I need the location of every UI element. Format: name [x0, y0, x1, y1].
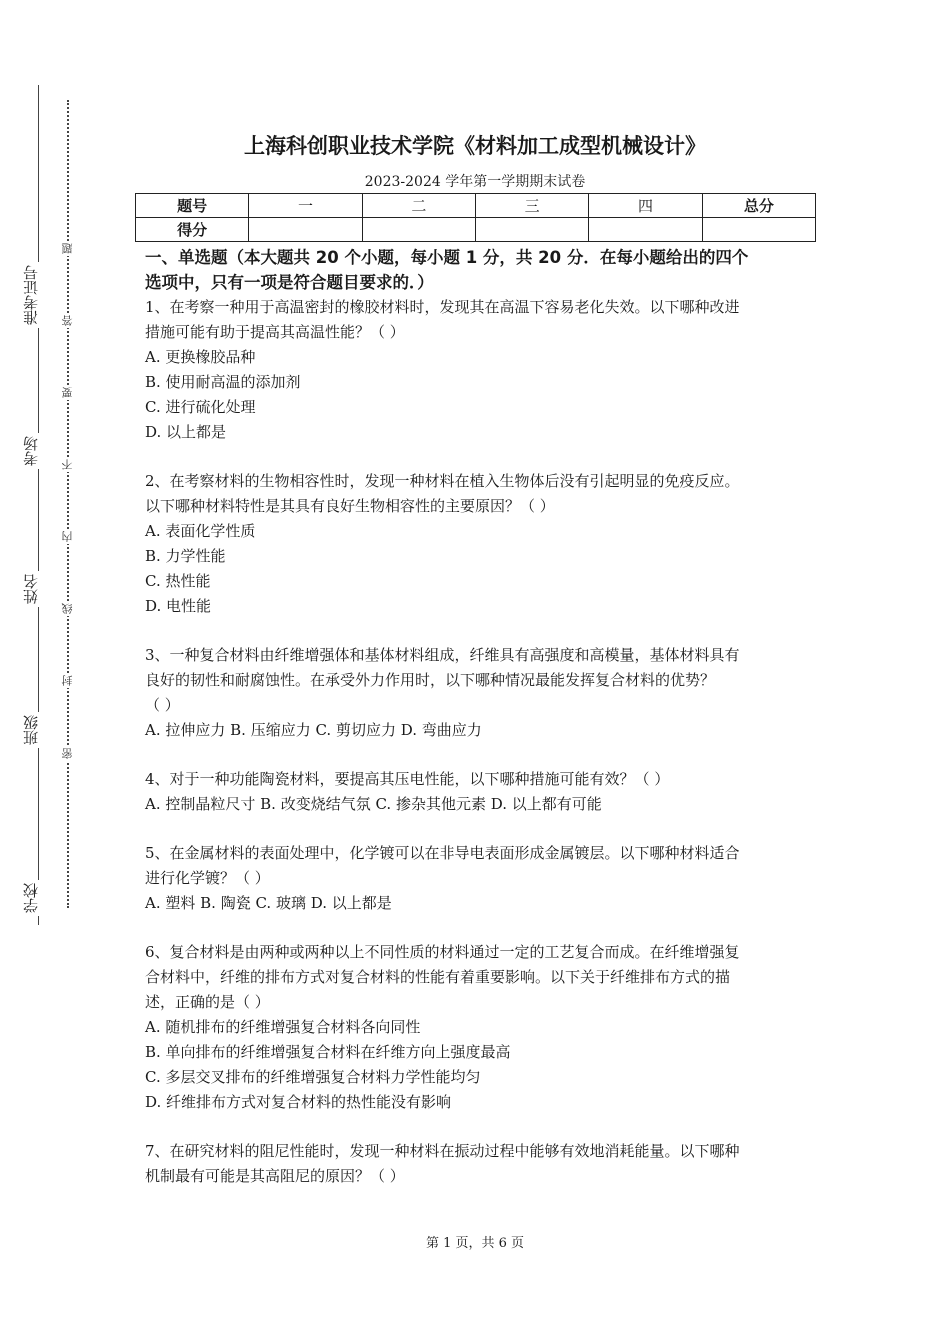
- page-footer: 第 1 页，共 6 页: [425, 1236, 525, 1251]
- question-stem-line: 7、在研究材料的阻尼性能时，发现一种材料在振动过程中能够有效地消耗能量。以下哪种: [145, 1142, 740, 1160]
- question-stem-line: 6、复合材料是由两种或两种以上不同性质的材料通过一定的工艺复合而成。在纤维增强复: [145, 943, 740, 961]
- question-list: [145, 295, 810, 1189]
- question-option: C. 多层交叉排布的纤维增强复合材料力学性能均匀: [145, 1068, 481, 1086]
- question-block: [145, 767, 810, 817]
- question-option: A. 拉伸应力 B. 压缩应力 C. 剪切应力 D. 弯曲应力: [145, 721, 482, 739]
- question-stem-line: 述，正确的是（ ）: [145, 993, 270, 1011]
- seal-char: 不: [61, 459, 74, 470]
- question-spacer: [145, 1115, 810, 1139]
- question-spacer: [145, 916, 810, 940]
- question-stem-line: 5、在金属材料的表面处理中，化学镀可以在非导电表面形成金属镀层。以下哪种材料适合: [145, 844, 740, 862]
- seal-char: 要: [61, 387, 74, 398]
- question-stem-line: 4、对于一种功能陶瓷材料，要提高其压电性能，以下哪种措施可能有效？（ ）: [145, 770, 670, 788]
- score-header-cell: 一: [249, 194, 362, 218]
- question-spacer: [145, 817, 810, 841]
- question-option: A. 控制晶粒尺寸 B. 改变烧结气氛 C. 掺杂其他元素 D. 以上都有可能: [145, 795, 602, 813]
- question-stem-line: 1、在考察一种用于高温密封的橡胶材料时，发现其在高温下容易老化失效。以下哪种改进: [145, 298, 740, 316]
- question-option: A. 表面化学性质: [145, 522, 256, 540]
- binding-dotted-line: [67, 100, 69, 908]
- score-table-score-row: [136, 218, 816, 242]
- question-option: A. 更换橡胶品种: [145, 348, 256, 366]
- score-cell[interactable]: [362, 218, 475, 242]
- score-cell[interactable]: [702, 218, 815, 242]
- score-cell[interactable]: [475, 218, 588, 242]
- seal-char: 封: [61, 675, 74, 686]
- question-option: D. 以上都是: [145, 423, 227, 441]
- score-cell[interactable]: [249, 218, 362, 242]
- question-option: A. 随机排布的纤维增强复合材料各向同性: [145, 1018, 421, 1036]
- question-stem-line: 合材料中，纤维的排布方式对复合材料的性能有着重要影响。以下关于纤维排布方式的描: [145, 968, 731, 986]
- score-row-label: 得分: [136, 218, 249, 242]
- question-option: D. 电性能: [145, 597, 212, 615]
- question-stem-line: 3、一种复合材料由纤维增强体和基体材料组成，纤维具有高强度和高模量，基体材料具有: [145, 646, 740, 664]
- score-header-cell: 题号: [136, 194, 249, 218]
- score-cell[interactable]: [589, 218, 702, 242]
- seal-char: 题: [61, 243, 74, 254]
- exam-subtitle: 2023-2024 学年第一学期期末试卷: [364, 174, 586, 190]
- question-option: C. 热性能: [145, 572, 211, 590]
- question-block: [145, 940, 810, 1115]
- question-option: C. 进行硫化处理: [145, 398, 256, 416]
- question-spacer: [145, 619, 810, 643]
- question-option: D. 纤维排布方式对复合材料的热性能没有影响: [145, 1093, 452, 1111]
- question-stem-line: 进行化学镀？（ ）: [145, 869, 270, 887]
- binding-solid-line: [38, 85, 39, 925]
- question-stem-line: 2、在考察材料的生物相容性时，发现一种材料在植入生物体后没有引起明显的免疫反应。: [145, 472, 740, 490]
- question-stem-line: 机制最有可能是其高阻尼的原因？（ ）: [145, 1167, 405, 1185]
- question-block: [145, 841, 810, 916]
- binding-field-exam-room: 考场: [20, 433, 46, 469]
- score-table: [135, 193, 816, 242]
- binding-field-admission-number: 准考证号: [20, 262, 46, 328]
- exam-content: [145, 245, 810, 1189]
- seal-char: 答: [61, 315, 74, 326]
- score-table-header-row: [136, 194, 816, 218]
- question-option: B. 使用耐高温的添加剂: [145, 373, 301, 391]
- score-header-cell: 三: [475, 194, 588, 218]
- question-block: [145, 295, 810, 445]
- exam-title: 上海科创职业技术学院《材料加工成型机械设计》: [244, 134, 706, 158]
- question-block: [145, 469, 810, 619]
- question-option: B. 单向排布的纤维增强复合材料在纤维方向上强度最高: [145, 1043, 511, 1061]
- question-spacer: [145, 445, 810, 469]
- question-block: [145, 1139, 810, 1189]
- score-header-cell: 二: [362, 194, 475, 218]
- binding-field-school: 学校: [20, 880, 46, 916]
- question-stem-line: 措施可能有助于提高其高温性能？（ ）: [145, 323, 405, 341]
- question-spacer: [145, 743, 810, 767]
- question-stem-line: 良好的韧性和耐腐蚀性。在承受外力作用时，以下哪种情况最能发挥复合材料的优势？: [145, 671, 716, 689]
- section-heading: 一、单选题（本大题共 20 个小题，每小题 1 分，共 20 分．在每小题给出的四个 选项中，只有一项是符合题目要求的．）: [145, 248, 749, 292]
- score-header-cell: 总分: [702, 194, 815, 218]
- question-option: A. 塑料 B. 陶瓷 C. 玻璃 D. 以上都是: [145, 894, 392, 912]
- question-stem-line: 以下哪种材料特性是其具有良好生物相容性的主要原因？（ ）: [145, 497, 555, 515]
- question-block: [145, 643, 810, 743]
- question-stem-line: （ ）: [145, 696, 180, 714]
- seal-char: 线: [61, 603, 74, 614]
- binding-field-class: 班级: [20, 712, 46, 748]
- question-option: B. 力学性能: [145, 547, 226, 565]
- seal-char: 密: [61, 748, 74, 759]
- score-header-cell: 四: [589, 194, 702, 218]
- binding-field-name: 姓名: [20, 571, 46, 607]
- seal-char: 内: [61, 531, 74, 542]
